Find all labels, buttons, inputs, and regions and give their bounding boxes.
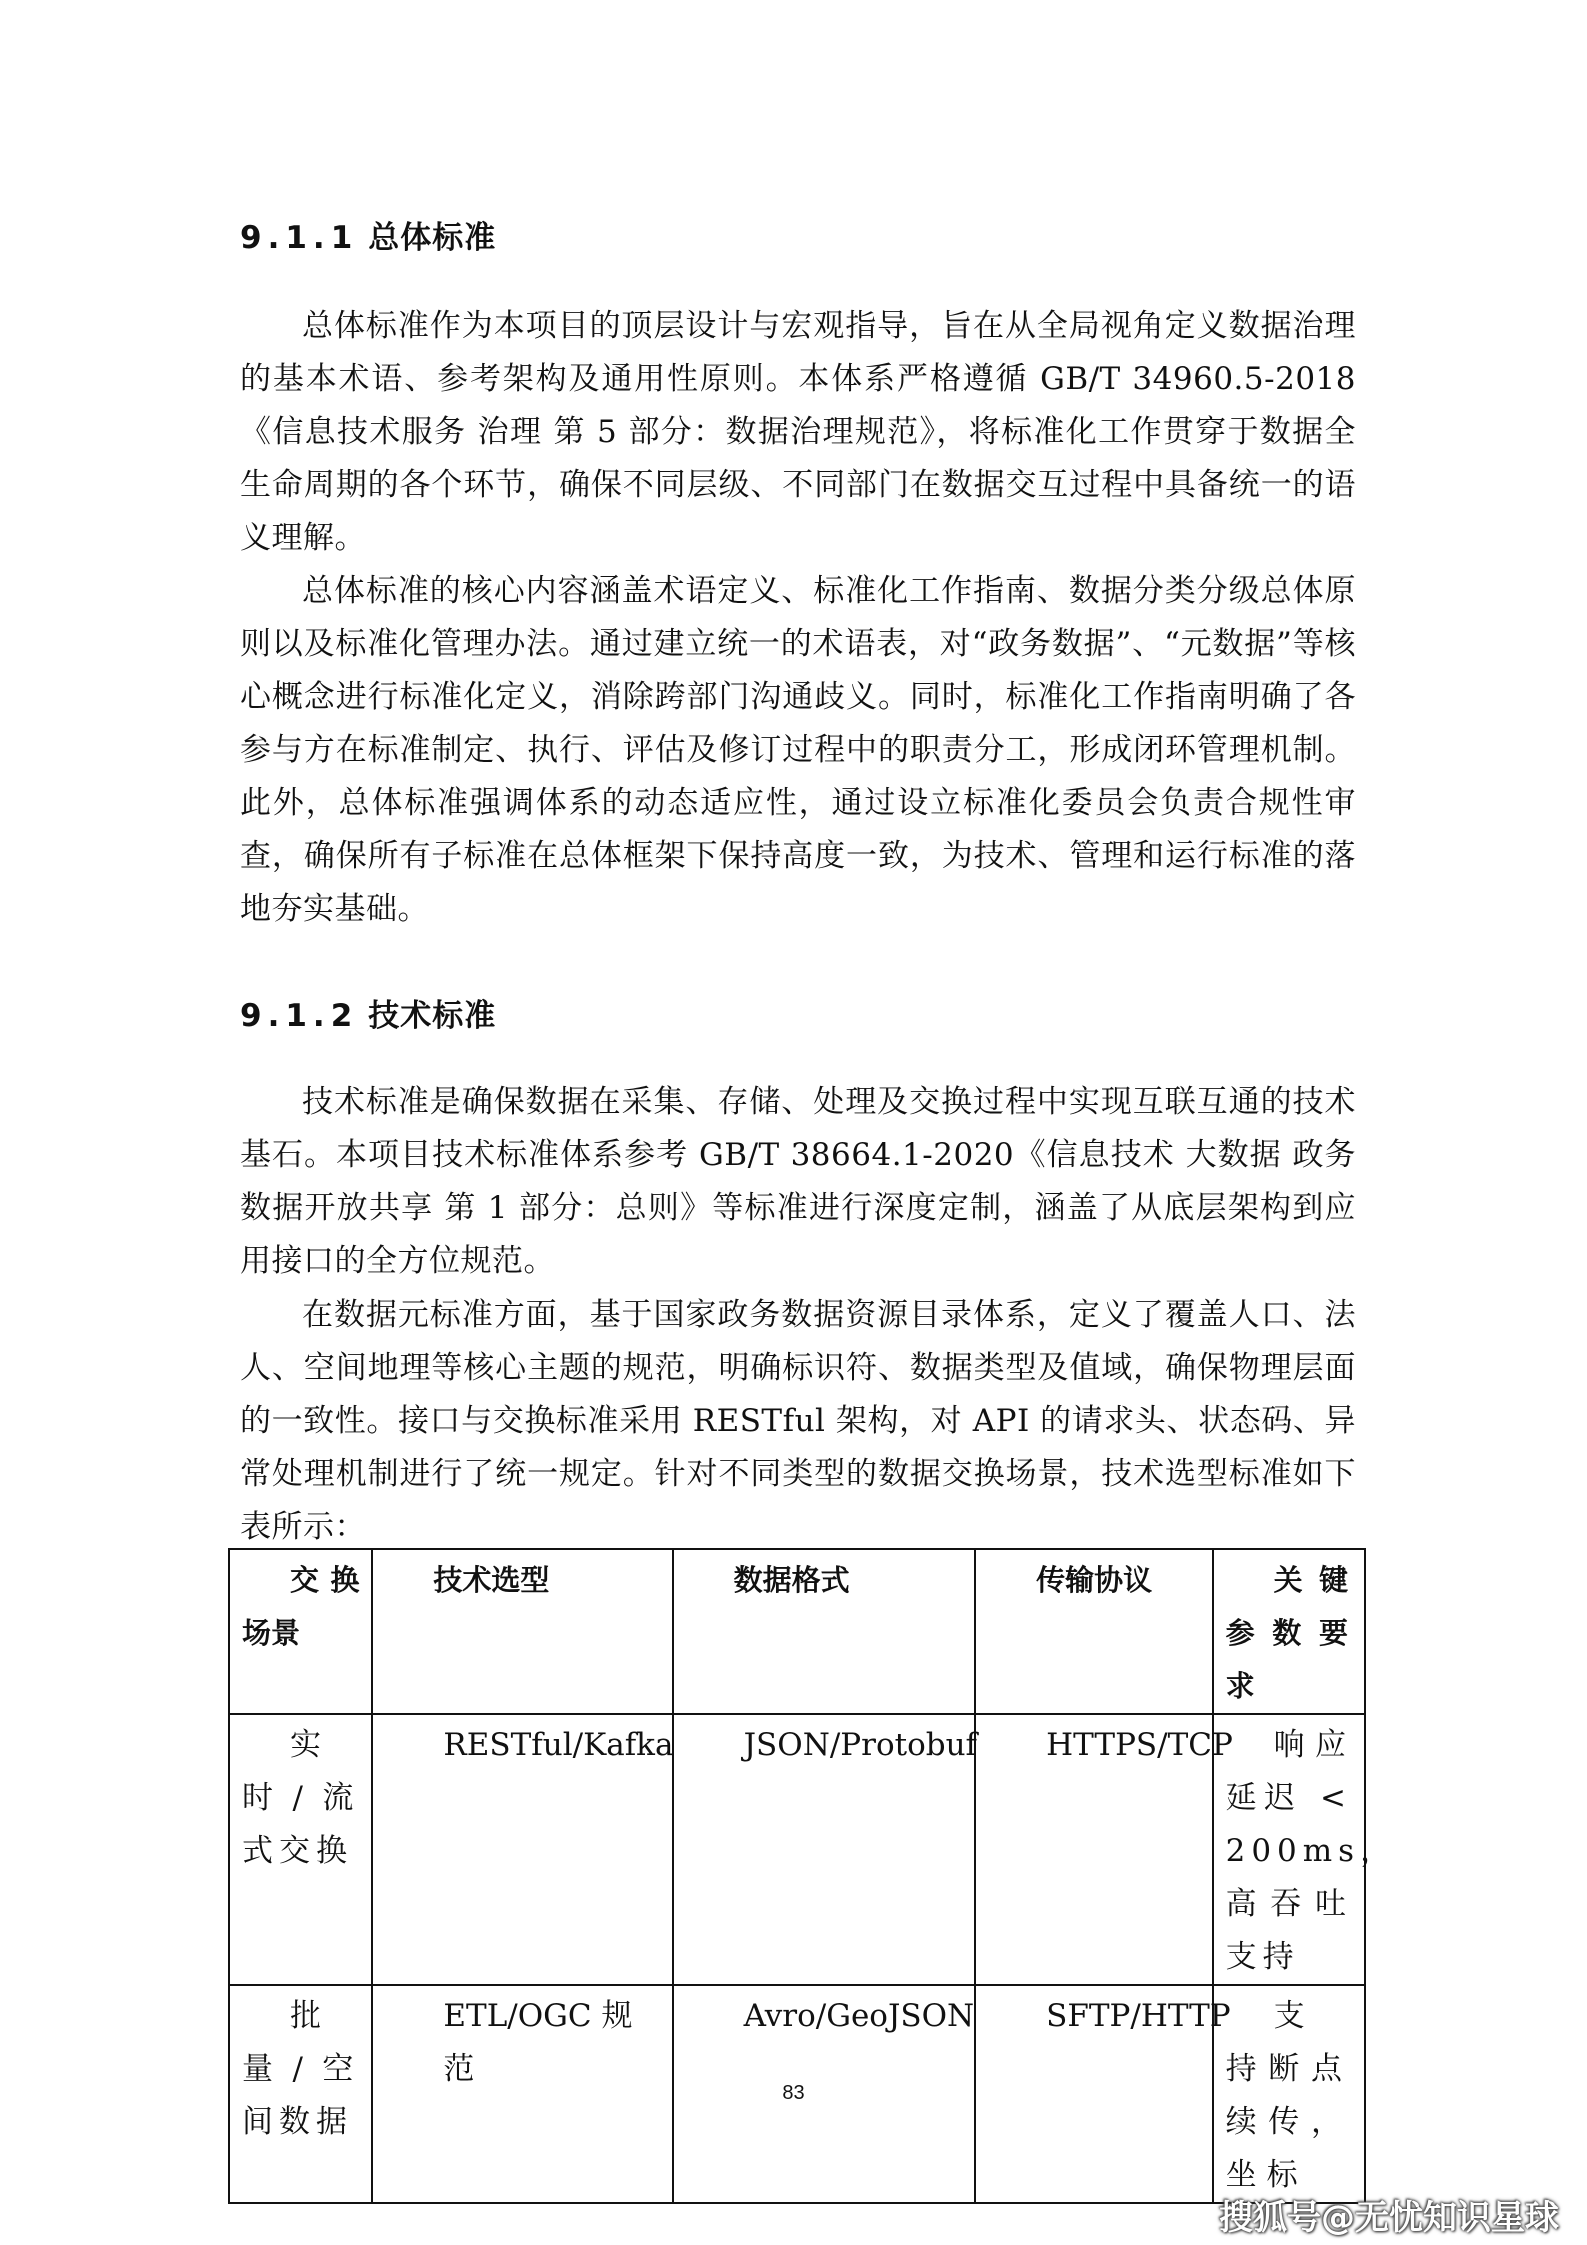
table-cell: SFTP/HTTP [975,1985,1213,2203]
watermark: 搜狐号@无忧知识星球 [1219,2198,1559,2238]
table-header-cell: 传输协议 [975,1549,1213,1714]
tech-selection-table [228,1548,1398,2204]
table-header-cell: 技术选型 [372,1549,672,1714]
page-number: 83 [782,2082,805,2104]
section-number: 9.1.1 [240,220,359,256]
table-cell: 实时/流式交换 [229,1714,372,1985]
table-cell: RESTful/Kafka [372,1714,672,1985]
table-header-row [229,1549,1365,1714]
table-header-cell: 数据格式 [673,1549,975,1714]
paragraph: 总体标准的核心内容涵盖术语定义、标准化工作指南、数据分类分级总体原则以及标准化管理办法。通过建立统一的术语表，对“政务数据”、“元数据”等核心概念进行标准化定义，消除跨部门沟通歧义。同时，标准化工作指南明确了各参与方在标准制定、执行、评估及修订过程中的职责分工，形成闭环管理机制。此外，总体标准强调体系的动态适应性，通过设立标准化委员会负责合规性审查，确保所有子标准在总体框架下保持高度一致，为技术、管理和运行标准的落地夯实基础。 [240,573,1356,927]
table-cell: 支持断点续传，坐标 [1213,1985,1365,2203]
table-cell: JSON/Protobuf [673,1714,975,1985]
table-cell: HTTPS/TCP [975,1714,1213,1985]
paragraph: 在数据元标准方面，基于国家政务数据资源目录体系，定义了覆盖人口、法人、空间地理等核心主题的规范，明确标识符、数据类型及值域，确保物理层面的一致性。接口与交换标准采用 RESTful 架构，对 API 的请求头、状态码、异常处理机制进行了统一规定。针对不同类型的数据交换场景，技术选型标准如下表所示： [240,1297,1356,1545]
section-heading-9-1-1 [240,212,496,257]
table-cell: ETL/OGC 规范 [372,1985,672,2203]
section-title: 技术标准 [368,998,497,1034]
section-title: 总体标准 [368,220,497,256]
table-cell: 响应延迟 < 200ms，高吞吐支持 [1213,1714,1365,1985]
paragraph: 技术标准是确保数据在采集、存储、处理及交换过程中实现互联互通的技术基石。本项目技术标准体系参考 GB/T 38664.1-2020《信息技术 大数据 政务数据开放共享 第 1 部分：总则》等标准进行深度定制，涵盖了从底层架构到应用接口的全方位规范。 [240,1084,1356,1279]
section-heading-9-1-2 [240,990,496,1035]
table-cell: Avro/GeoJSON [673,1985,975,2203]
table-cell: 批量/空间数据 [229,1985,372,2203]
table-header-cell: 关键参数要求 [1213,1549,1365,1714]
table-header-cell: 交换场景 [229,1549,372,1714]
paragraph: 总体标准作为本项目的顶层设计与宏观指导，旨在从全局视角定义数据治理的基本术语、参考架构及通用性原则。本体系严格遵循 GB/T 34960.5-2018《信息技术服务 治理 第 5 部分：数据治理规范》，将标准化工作贯穿于数据全生命周期的各个环节，确保不同层级、不同部门在数据交互过程中具备统一的语义理解。 [240,308,1356,556]
section-number: 9.1.2 [240,998,359,1034]
table-row [229,1714,1365,1985]
